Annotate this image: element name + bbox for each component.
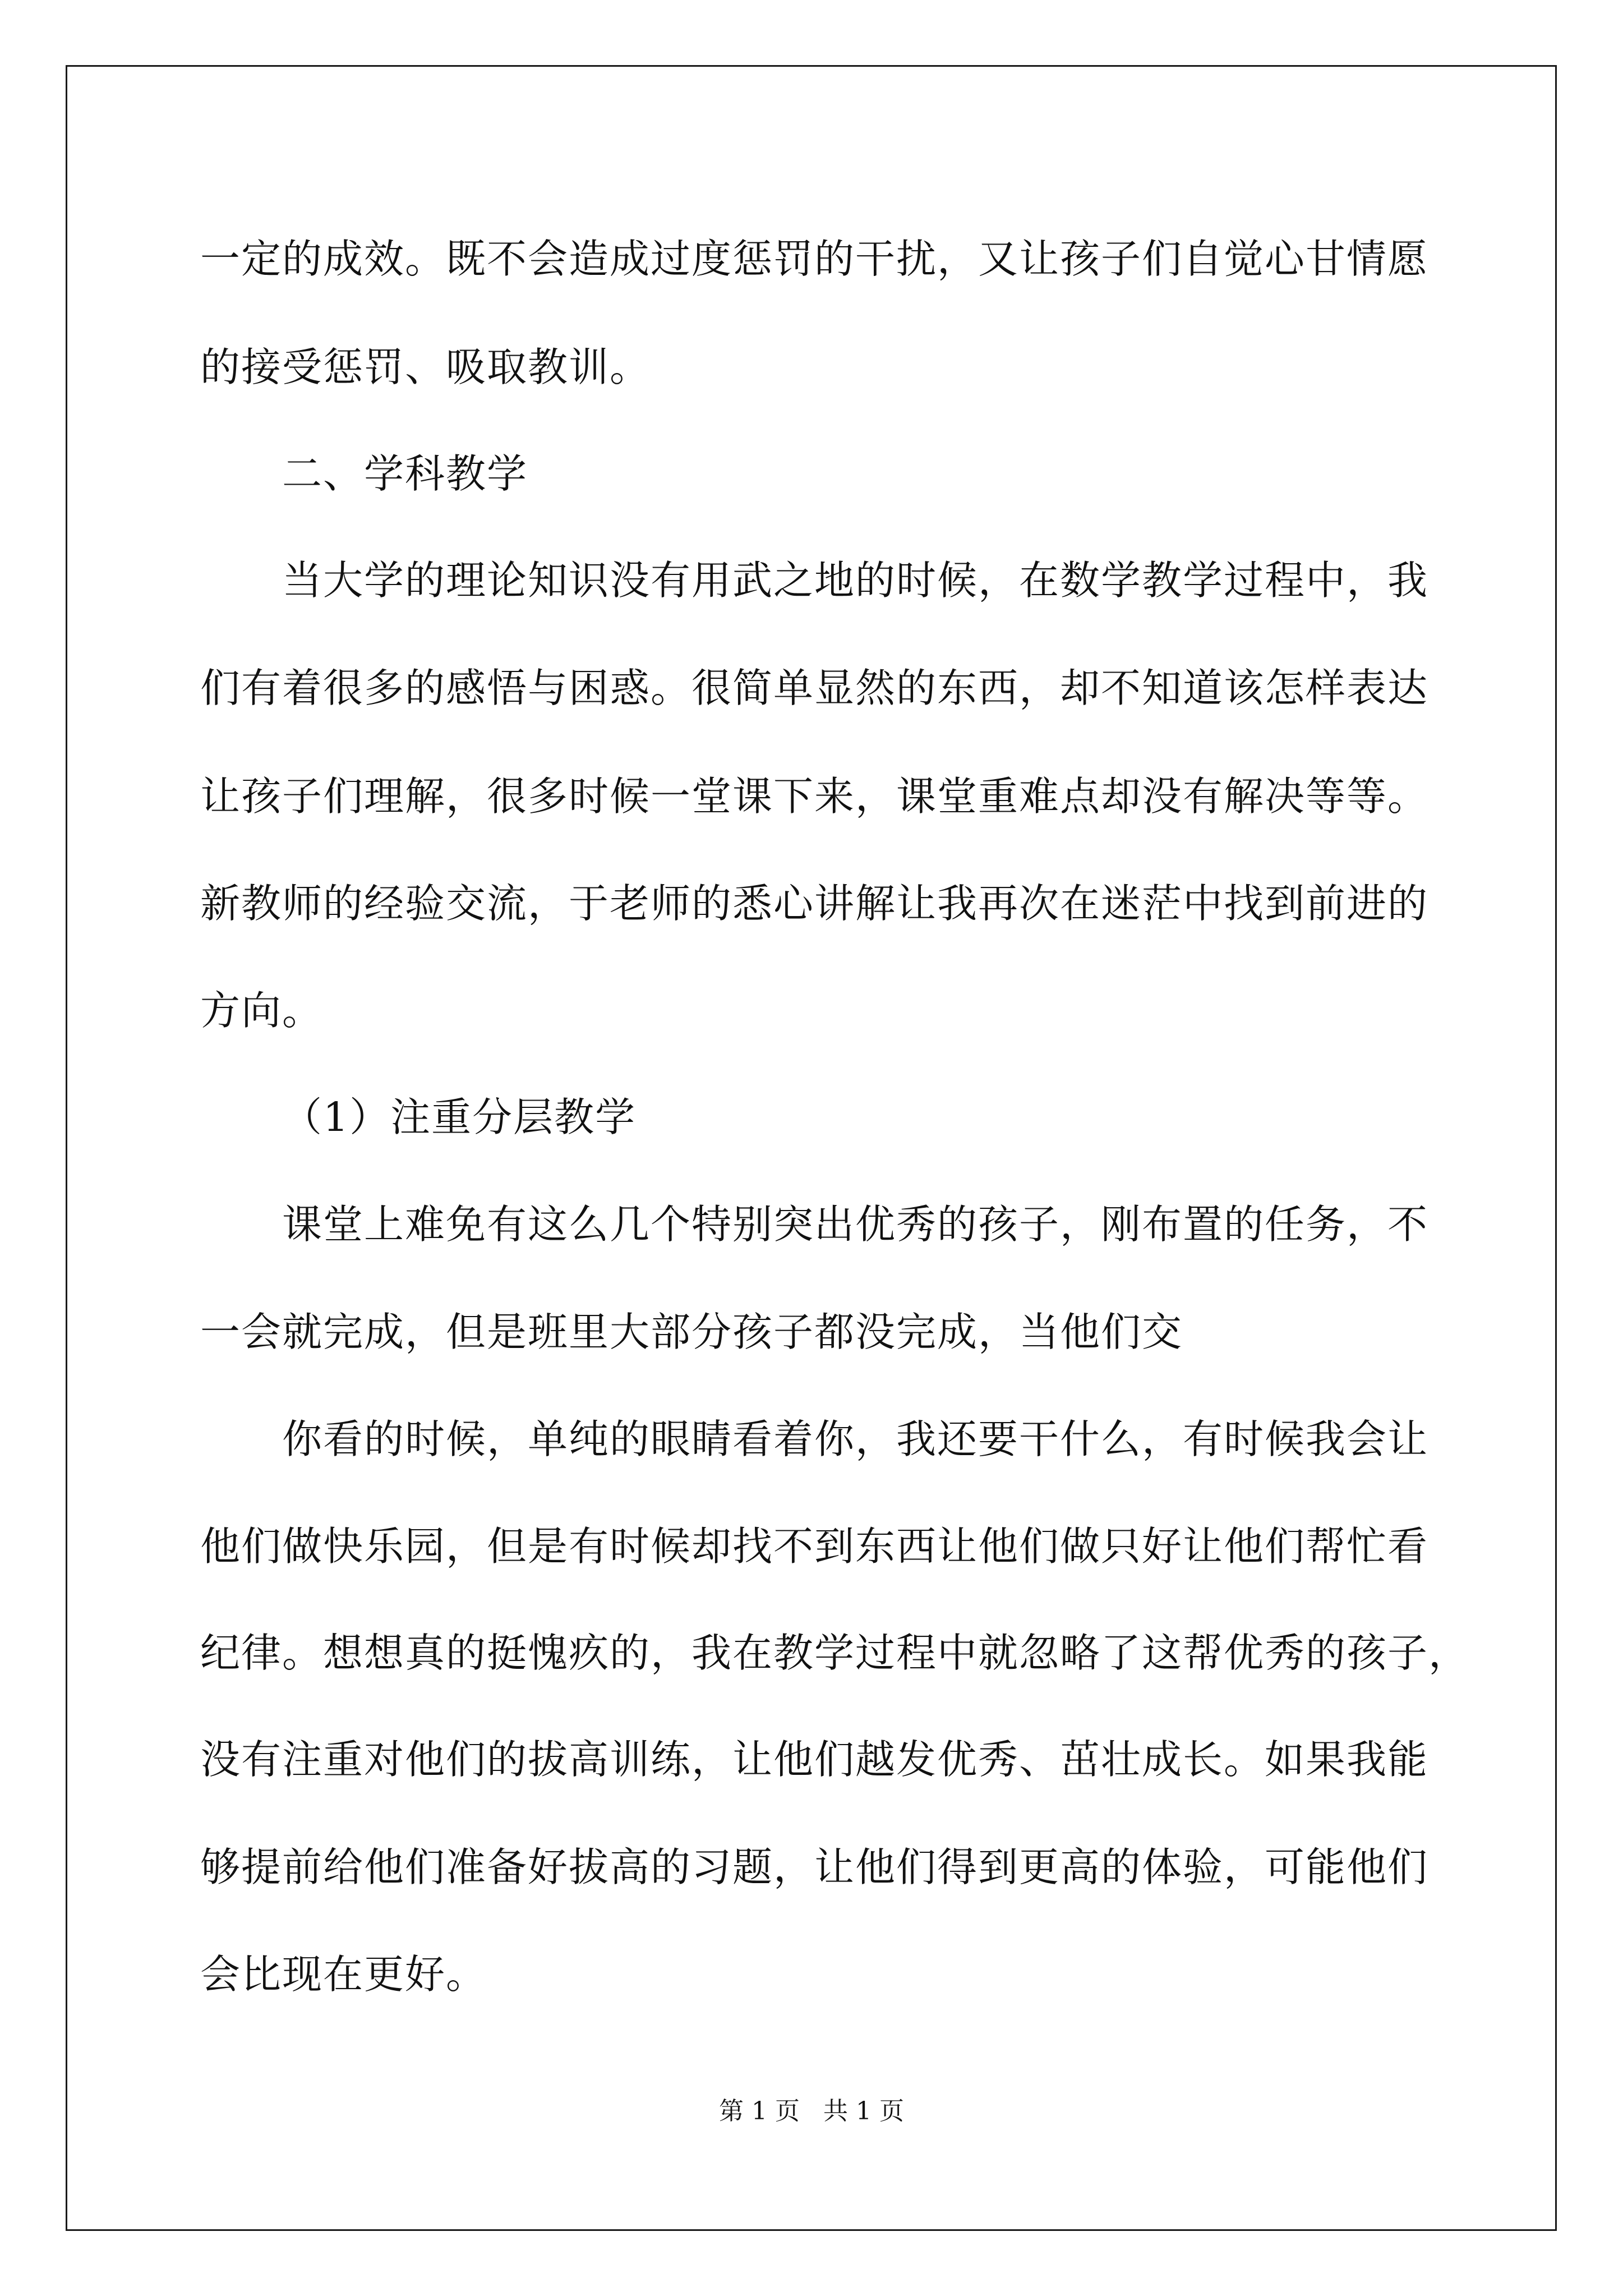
text-line: 方向。: [200, 987, 324, 1034]
text-line: 新教师的经验交流，于老师的悉心讲解让我再次在迷茫中找到前进的: [200, 880, 1429, 927]
text-line: 一定的成效。既不会造成过度惩罚的干扰，又让孩子们自觉心甘情愿: [200, 236, 1429, 282]
subsection-heading: （1）注重分层教学: [282, 1094, 637, 1140]
text-line: 课堂上难免有这么几个特别突出优秀的孩子，刚布置的任务，不: [282, 1201, 1429, 1248]
text-line: 们有着很多的感悟与困惑。很简单显然的东西，却不知道该怎样表达: [200, 665, 1429, 711]
text-line: 一会就完成，但是班里大部分孩子都没完成，当他们交: [200, 1309, 1183, 1355]
section-heading: 二、学科教学: [282, 450, 528, 497]
text-line: 当大学的理论知识没有用武之地的时候，在数学教学过程中，我: [282, 557, 1429, 604]
text-line: 你看的时候，单纯的眼睛看着你，我还要干什么，有时候我会让: [282, 1416, 1429, 1462]
page-footer: [0, 2091, 1623, 2127]
text-line: 他们做快乐园，但是有时候却找不到东西让他们做只好让他们帮忙看: [200, 1523, 1429, 1570]
text-line: 的接受惩罚、吸取教训。: [200, 344, 651, 390]
text-line: 够提前给他们准备好拔高的习题，让他们得到更高的体验，可能他们: [200, 1844, 1429, 1890]
text-line: 让孩子们理解，很多时候一堂课下来，课堂重难点却没有解决等等。: [200, 773, 1429, 820]
page-number: 第 1 页: [719, 2097, 800, 2125]
text-line: 会比现在更好。: [200, 1951, 487, 1998]
page-total: 共 1 页: [823, 2097, 904, 2125]
text-line: 没有注重对他们的拔高训练，让他们越发优秀、茁壮成长。如果我能: [200, 1736, 1429, 1783]
text-line: 纪律。想想真的挺愧疚的，我在教学过程中就忽略了这帮优秀的孩子，: [200, 1630, 1470, 1676]
